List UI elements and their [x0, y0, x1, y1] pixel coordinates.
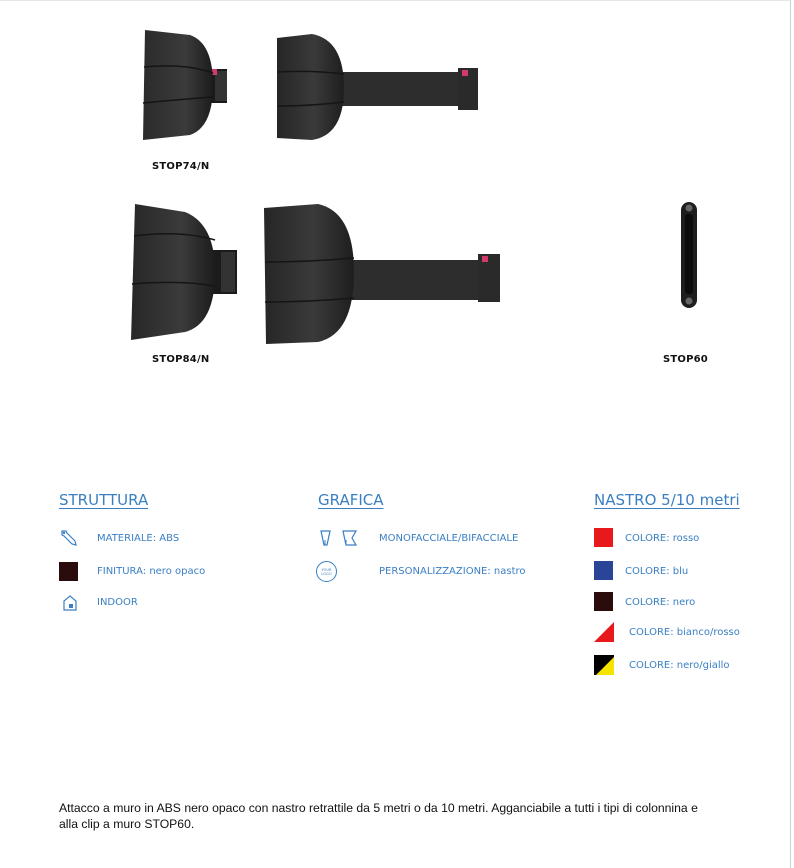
struttura-finitura: FINITURA: nero opaco [97, 566, 206, 577]
swatch-nero [594, 592, 613, 611]
nastro-blu: COLORE: blu [625, 566, 689, 577]
single-double-face-icon [318, 528, 360, 548]
stop84-label: STOP84/N [152, 354, 210, 365]
nastro-rosso: COLORE: rosso [625, 533, 700, 544]
nastro-title: NASTRO 5/10 metri [594, 491, 740, 509]
stop84-closed-image [125, 200, 240, 345]
indoor-icon [60, 593, 80, 613]
nastro-bianco-rosso: COLORE: bianco/rosso [629, 627, 740, 638]
swatch-bianco-rosso [594, 622, 614, 642]
grafica-personalizzazione: PERSONALIZZAZIONE: nastro [379, 566, 526, 577]
stop60-label: STOP60 [663, 354, 708, 365]
grafica-facciale: MONOFACCIALE/BIFACCIALE [379, 533, 519, 544]
stop60-image [678, 200, 700, 310]
struttura-indoor: INDOOR [97, 597, 138, 608]
finitura-swatch [59, 562, 78, 581]
struttura-title: STRUTTURA [59, 491, 149, 509]
swatch-blu [594, 561, 613, 580]
product-description: Attacco a muro in ABS nero opaco con nastro retrattile da 5 metri o da 10 metri. Agganciabile a tutti i tipi di colonnina e alla clip a muro STOP60. [59, 801, 698, 831]
stop74-label: STOP74/N [152, 161, 210, 172]
nastro-nero-giallo: COLORE: nero/giallo [629, 660, 730, 671]
your-logo-text: YOUR LOGO [321, 567, 332, 576]
stop74-closed-image [135, 25, 235, 145]
stop74-extended-image [272, 30, 487, 145]
swatch-rosso [594, 528, 613, 547]
stop84-extended-image [258, 198, 513, 348]
wrench-icon [59, 528, 79, 548]
swatch-nero-giallo [594, 655, 614, 675]
struttura-materiale: MATERIALE: ABS [97, 533, 180, 544]
your-logo-icon [316, 561, 337, 582]
nastro-nero: COLORE: nero [625, 597, 696, 608]
grafica-title: GRAFICA [318, 491, 384, 509]
